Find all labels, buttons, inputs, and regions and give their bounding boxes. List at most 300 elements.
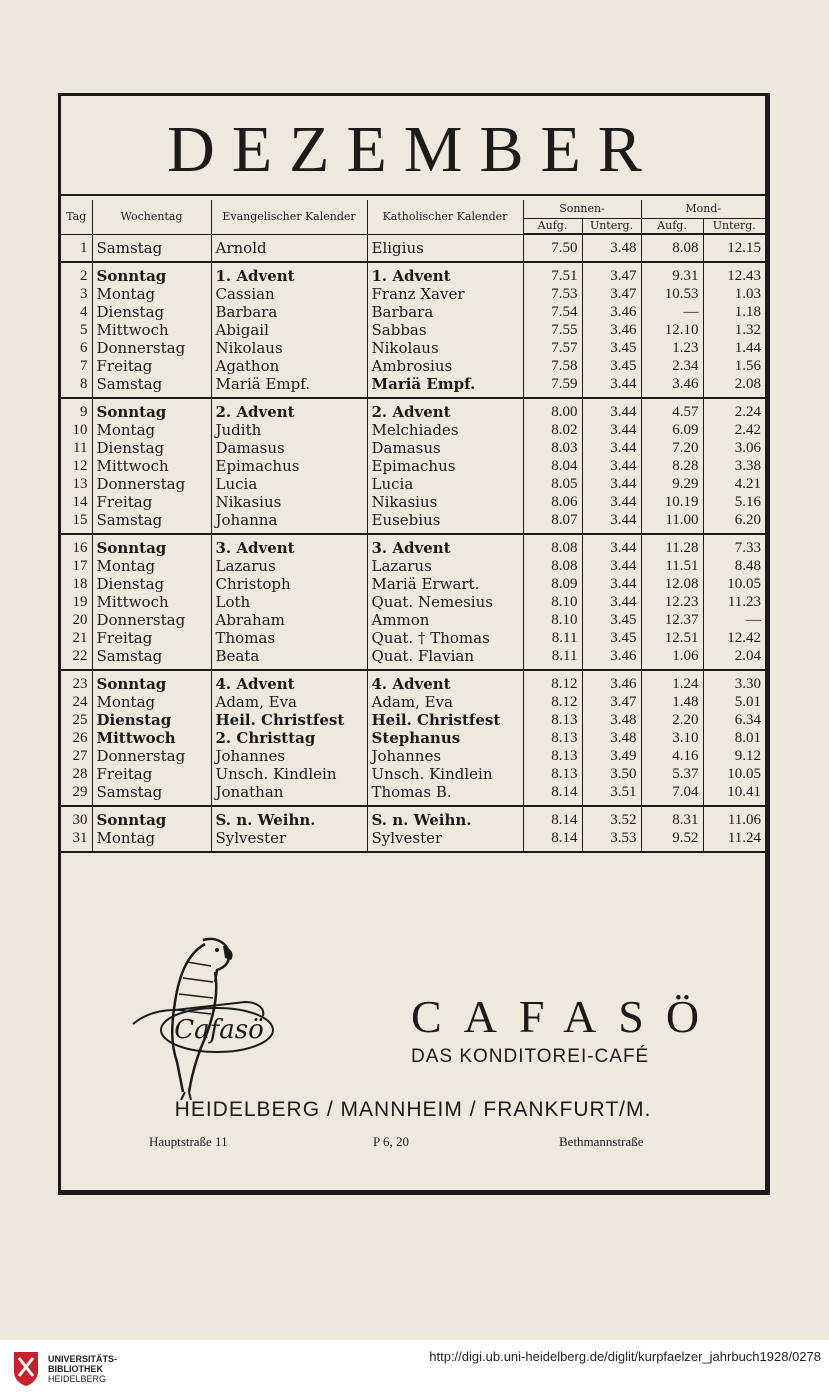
catholic-name: 4. Advent bbox=[367, 670, 523, 693]
brand-subtitle: DAS KONDITOREI-CAFÉ bbox=[411, 1046, 650, 1067]
sunset-time: 3.45 bbox=[582, 611, 641, 629]
catholic-name: Stephanus bbox=[367, 729, 523, 747]
weekday: Montag bbox=[92, 285, 211, 303]
address-frankfurt: Bethmannstraße bbox=[559, 1134, 644, 1149]
moonrise-time: 9.29 bbox=[641, 475, 703, 493]
catholic-name: Ammon bbox=[367, 611, 523, 629]
moonset-time: 3.30 bbox=[734, 676, 762, 692]
sunset-time: 3.47 bbox=[582, 262, 641, 285]
moonset-time: 6.20 bbox=[703, 511, 765, 534]
weekday: Samstag bbox=[92, 783, 211, 806]
day-number: 9 bbox=[61, 398, 92, 421]
moonrise-time: 12.51 bbox=[641, 629, 703, 647]
sunset-time: 3.50 bbox=[582, 765, 641, 783]
header-mond: Mond- bbox=[641, 200, 765, 219]
moonrise-time: 8.31 bbox=[641, 806, 703, 829]
calendar-row bbox=[61, 806, 765, 829]
moonrise-time: 12.08 bbox=[641, 575, 703, 593]
catholic-name: Eusebius bbox=[367, 511, 523, 534]
catholic-name: Quat. Nemesius bbox=[367, 593, 523, 611]
moonset-time: 11.24 bbox=[703, 829, 765, 852]
calendar-row bbox=[61, 375, 765, 398]
day-number: 23 bbox=[61, 670, 92, 693]
moonset-time: 1.32 bbox=[734, 322, 762, 338]
evangelical-name: Nikolaus bbox=[211, 339, 367, 357]
moonset-time: 2.08 bbox=[703, 375, 765, 398]
day-number: 28 bbox=[61, 765, 92, 783]
weekday: Dienstag bbox=[92, 711, 211, 729]
catholic-name: Sylvester bbox=[367, 829, 523, 852]
evangelical-name: Mariä Empf. bbox=[211, 375, 367, 398]
moonset-time: 8.48 bbox=[734, 558, 762, 574]
calendar-row bbox=[61, 670, 765, 693]
sunset-time: 3.52 bbox=[582, 806, 641, 829]
day-number: 11 bbox=[61, 439, 92, 457]
catholic-name: Thomas B. bbox=[367, 783, 523, 806]
weekday: Sonntag bbox=[92, 534, 211, 557]
calendar-row bbox=[61, 629, 765, 647]
moonrise-time: 5.37 bbox=[641, 765, 703, 783]
calendar-row bbox=[61, 493, 765, 511]
evangelical-name: Johanna bbox=[211, 511, 367, 534]
calendar-table bbox=[61, 200, 765, 853]
calendar-row bbox=[61, 421, 765, 439]
calendar-row bbox=[61, 575, 765, 593]
weekday: Donnerstag bbox=[92, 475, 211, 493]
moonset-time: 7.33 bbox=[734, 540, 762, 556]
weekday: Mittwoch bbox=[92, 593, 211, 611]
calendar-row bbox=[61, 729, 765, 747]
catholic-name: Lazarus bbox=[367, 557, 523, 575]
calendar-row bbox=[61, 262, 765, 285]
moonset-time: 2.42 bbox=[734, 422, 762, 438]
moonset-time: 9.12 bbox=[734, 748, 762, 764]
evangelical-name: S. n. Weihn. bbox=[211, 806, 367, 829]
evangelical-name: Arnold bbox=[211, 234, 367, 262]
catholic-name: Adam, Eva bbox=[367, 693, 523, 711]
sunset-time: 3.45 bbox=[582, 339, 641, 357]
weekday: Samstag bbox=[92, 511, 211, 534]
sunrise-time: 8.13 bbox=[523, 711, 582, 729]
day-number: 29 bbox=[61, 783, 92, 806]
calendar-row bbox=[61, 783, 765, 806]
day-number: 26 bbox=[61, 729, 92, 747]
sunset-time: 3.44 bbox=[582, 398, 641, 421]
catholic-name: Quat. Flavian bbox=[367, 647, 523, 670]
weekday: Freitag bbox=[92, 493, 211, 511]
evangelical-name: Jonathan bbox=[211, 783, 367, 806]
weekday: Sonntag bbox=[92, 670, 211, 693]
weekday: Samstag bbox=[92, 234, 211, 262]
day-number: 24 bbox=[61, 693, 92, 711]
evangelical-name: Epimachus bbox=[211, 457, 367, 475]
weekday: Montag bbox=[92, 421, 211, 439]
sunset-time: 3.44 bbox=[582, 475, 641, 493]
sunrise-time: 8.07 bbox=[523, 511, 582, 534]
sunset-time: 3.44 bbox=[582, 439, 641, 457]
moonrise-time: 12.23 bbox=[641, 593, 703, 611]
catholic-name: Lucia bbox=[367, 475, 523, 493]
cafaso-advertisement bbox=[61, 906, 765, 1190]
catholic-name: S. n. Weihn. bbox=[367, 806, 523, 829]
evangelical-name: Lazarus bbox=[211, 557, 367, 575]
evangelical-name: Thomas bbox=[211, 629, 367, 647]
sunrise-time: 8.10 bbox=[523, 593, 582, 611]
moonrise-time: 4.16 bbox=[641, 747, 703, 765]
sunset-time: 3.46 bbox=[582, 647, 641, 670]
title-divider bbox=[61, 194, 765, 196]
moonset-time: 1.18 bbox=[734, 304, 762, 320]
moonset-time: 8.01 bbox=[734, 730, 762, 746]
sunset-time: 3.47 bbox=[582, 693, 641, 711]
header-wochentag: Wochentag bbox=[92, 200, 211, 234]
sunset-time: 3.48 bbox=[582, 729, 641, 747]
calendar-row bbox=[61, 303, 765, 321]
calendar-row bbox=[61, 285, 765, 303]
evangelical-name: Adam, Eva bbox=[211, 693, 367, 711]
library-footer bbox=[0, 1340, 829, 1398]
calendar-row bbox=[61, 339, 765, 357]
moonrise-time: 12.10 bbox=[641, 321, 703, 339]
catholic-name: Franz Xaver bbox=[367, 285, 523, 303]
evangelical-name: Beata bbox=[211, 647, 367, 670]
catholic-name: Barbara bbox=[367, 303, 523, 321]
sunset-time: 3.46 bbox=[582, 321, 641, 339]
moonrise-time: 7.04 bbox=[641, 783, 703, 806]
sunrise-time: 8.11 bbox=[523, 629, 582, 647]
moonset-time: 1.44 bbox=[734, 340, 762, 356]
moonrise-time: 4.57 bbox=[641, 398, 703, 421]
header-sonnen: Sonnen- bbox=[523, 200, 641, 219]
sunset-time: 3.44 bbox=[582, 375, 641, 398]
sunrise-time: 7.57 bbox=[523, 339, 582, 357]
moonrise-time: 11.51 bbox=[641, 557, 703, 575]
sunset-time: 3.53 bbox=[582, 829, 641, 852]
calendar-row bbox=[61, 398, 765, 421]
sunrise-time: 8.10 bbox=[523, 611, 582, 629]
evangelical-name: Unsch. Kindlein bbox=[211, 765, 367, 783]
day-number: 16 bbox=[61, 534, 92, 557]
catholic-name: Johannes bbox=[367, 747, 523, 765]
weekday: Sonntag bbox=[92, 806, 211, 829]
sunset-time: 3.46 bbox=[582, 303, 641, 321]
brand-name: CAFASÖ bbox=[411, 991, 722, 1042]
day-number: 27 bbox=[61, 747, 92, 765]
calendar-row bbox=[61, 747, 765, 765]
calendar-row bbox=[61, 765, 765, 783]
day-number: 14 bbox=[61, 493, 92, 511]
day-number: 31 bbox=[61, 829, 92, 852]
day-number: 10 bbox=[61, 421, 92, 439]
weekday: Mittwoch bbox=[92, 729, 211, 747]
moonrise-time: 1.24 bbox=[641, 670, 703, 693]
catholic-name: Epimachus bbox=[367, 457, 523, 475]
sunrise-time: 7.54 bbox=[523, 303, 582, 321]
moonset-time: 5.01 bbox=[734, 694, 762, 710]
evangelical-name: Barbara bbox=[211, 303, 367, 321]
header-moon-unterg: Unterg. bbox=[703, 219, 765, 235]
evangelical-name: Christoph bbox=[211, 575, 367, 593]
sunset-time: 3.48 bbox=[582, 711, 641, 729]
weekday: Mittwoch bbox=[92, 457, 211, 475]
weekday: Samstag bbox=[92, 647, 211, 670]
sunset-time: 3.44 bbox=[582, 557, 641, 575]
catholic-name: Heil. Christfest bbox=[367, 711, 523, 729]
evangelical-name: Abraham bbox=[211, 611, 367, 629]
evangelical-name: Abigail bbox=[211, 321, 367, 339]
header-tag: Tag bbox=[61, 200, 92, 234]
day-number: 22 bbox=[61, 647, 92, 670]
catholic-name: 3. Advent bbox=[367, 534, 523, 557]
month-title: DEZEMBER bbox=[167, 113, 659, 186]
sunset-time: 3.48 bbox=[582, 234, 641, 262]
sunrise-time: 8.08 bbox=[523, 534, 582, 557]
moonrise-time: 10.53 bbox=[641, 285, 703, 303]
calendar-row bbox=[61, 693, 765, 711]
library-logo-icon bbox=[10, 1348, 42, 1388]
sunrise-time: 8.14 bbox=[523, 829, 582, 852]
header-katholisch: Katholischer Kalender bbox=[367, 200, 523, 234]
calendar-row bbox=[61, 647, 765, 670]
sunrise-time: 8.04 bbox=[523, 457, 582, 475]
sunrise-time: 7.51 bbox=[523, 262, 582, 285]
day-number: 8 bbox=[61, 375, 92, 398]
calendar-row bbox=[61, 357, 765, 375]
calendar-row bbox=[61, 534, 765, 557]
parrot-logo-icon bbox=[125, 932, 275, 1100]
moonrise-time: 3.10 bbox=[641, 729, 703, 747]
catholic-name: Nikolaus bbox=[367, 339, 523, 357]
weekday: Samstag bbox=[92, 375, 211, 398]
moonrise-time: 9.31 bbox=[641, 262, 703, 285]
day-number: 1 bbox=[61, 234, 92, 262]
sunrise-time: 7.55 bbox=[523, 321, 582, 339]
moonset-time: 10.05 bbox=[727, 766, 762, 782]
calendar-body bbox=[61, 234, 765, 852]
sunset-time: 3.44 bbox=[582, 534, 641, 557]
weekday: Montag bbox=[92, 557, 211, 575]
moonrise-time: 2.34 bbox=[641, 357, 703, 375]
day-number: 5 bbox=[61, 321, 92, 339]
evangelical-name: Judith bbox=[211, 421, 367, 439]
sunset-time: 3.47 bbox=[582, 285, 641, 303]
day-number: 20 bbox=[61, 611, 92, 629]
catholic-name: Quat. † Thomas bbox=[367, 629, 523, 647]
sunset-time: 3.45 bbox=[582, 629, 641, 647]
moonrise-time: 8.28 bbox=[641, 457, 703, 475]
day-number: 12 bbox=[61, 457, 92, 475]
weekday: Dienstag bbox=[92, 575, 211, 593]
sunrise-time: 8.12 bbox=[523, 670, 582, 693]
moonset-time: 12.43 bbox=[727, 268, 762, 284]
sunrise-time: 8.11 bbox=[523, 647, 582, 670]
evangelical-name: Heil. Christfest bbox=[211, 711, 367, 729]
address-heidelberg: Hauptstraße 11 bbox=[149, 1134, 228, 1149]
sunset-time: 3.44 bbox=[582, 575, 641, 593]
evangelical-name: 1. Advent bbox=[211, 262, 367, 285]
evangelical-name: 3. Advent bbox=[211, 534, 367, 557]
sunrise-time: 7.53 bbox=[523, 285, 582, 303]
day-number: 18 bbox=[61, 575, 92, 593]
evangelical-name: Agathon bbox=[211, 357, 367, 375]
calendar-row bbox=[61, 511, 765, 534]
evangelical-name: Damasus bbox=[211, 439, 367, 457]
sunset-time: 3.45 bbox=[582, 357, 641, 375]
day-number: 25 bbox=[61, 711, 92, 729]
day-number: 6 bbox=[61, 339, 92, 357]
moonrise-time: 10.19 bbox=[641, 493, 703, 511]
moonrise-time: 6.09 bbox=[641, 421, 703, 439]
calendar-row bbox=[61, 321, 765, 339]
catholic-name: Ambrosius bbox=[367, 357, 523, 375]
sunrise-time: 8.13 bbox=[523, 747, 582, 765]
moonset-time: 4.21 bbox=[734, 476, 762, 492]
moonrise-time: 1.06 bbox=[641, 647, 703, 670]
day-number: 3 bbox=[61, 285, 92, 303]
weekday: Dienstag bbox=[92, 439, 211, 457]
day-number: 19 bbox=[61, 593, 92, 611]
moonrise-time: — bbox=[641, 303, 703, 321]
weekday: Montag bbox=[92, 693, 211, 711]
calendar-row bbox=[61, 829, 765, 852]
moonrise-time: 2.20 bbox=[641, 711, 703, 729]
sunset-time: 3.44 bbox=[582, 421, 641, 439]
sunrise-time: 7.59 bbox=[523, 375, 582, 398]
calendar-row bbox=[61, 439, 765, 457]
moonrise-time: 3.46 bbox=[641, 375, 703, 398]
calendar-row bbox=[61, 557, 765, 575]
moonset-time: 1.56 bbox=[734, 358, 762, 374]
moonrise-time: 9.52 bbox=[641, 829, 703, 852]
weekday: Donnerstag bbox=[92, 339, 211, 357]
sunrise-time: 8.14 bbox=[523, 783, 582, 806]
evangelical-name: Lucia bbox=[211, 475, 367, 493]
weekday: Donnerstag bbox=[92, 611, 211, 629]
weekday: Freitag bbox=[92, 357, 211, 375]
calendar-row bbox=[61, 234, 765, 262]
weekday: Dienstag bbox=[92, 303, 211, 321]
sunrise-time: 8.09 bbox=[523, 575, 582, 593]
evangelical-name: Cassian bbox=[211, 285, 367, 303]
weekday: Sonntag bbox=[92, 398, 211, 421]
calendar-row bbox=[61, 611, 765, 629]
catholic-name: Mariä Empf. bbox=[367, 375, 523, 398]
weekday: Freitag bbox=[92, 765, 211, 783]
sunrise-time: 8.13 bbox=[523, 729, 582, 747]
moonset-time: 3.38 bbox=[734, 458, 762, 474]
moonrise-time: 1.23 bbox=[641, 339, 703, 357]
evangelical-name: Loth bbox=[211, 593, 367, 611]
day-number: 17 bbox=[61, 557, 92, 575]
day-number: 13 bbox=[61, 475, 92, 493]
evangelical-name: Sylvester bbox=[211, 829, 367, 852]
calendar-row bbox=[61, 457, 765, 475]
address-mannheim: P 6, 20 bbox=[373, 1134, 409, 1149]
sunset-time: 3.44 bbox=[582, 493, 641, 511]
sunrise-time: 8.08 bbox=[523, 557, 582, 575]
moonset-time: 1.03 bbox=[734, 286, 762, 302]
calendar-frame bbox=[58, 93, 770, 1195]
sunrise-time: 8.12 bbox=[523, 693, 582, 711]
sunrise-time: 8.13 bbox=[523, 765, 582, 783]
sunset-time: 3.46 bbox=[582, 670, 641, 693]
sunset-time: 3.44 bbox=[582, 511, 641, 534]
catholic-name: Unsch. Kindlein bbox=[367, 765, 523, 783]
moonset-time: 2.24 bbox=[734, 404, 762, 420]
catholic-name: Damasus bbox=[367, 439, 523, 457]
moonset-time: 6.34 bbox=[734, 712, 762, 728]
moonrise-time: 1.48 bbox=[641, 693, 703, 711]
day-number: 30 bbox=[61, 806, 92, 829]
header-sun-unterg: Unterg. bbox=[582, 219, 641, 235]
catholic-name: 2. Advent bbox=[367, 398, 523, 421]
moonset-time: 12.15 bbox=[703, 234, 765, 262]
evangelical-name: 2. Advent bbox=[211, 398, 367, 421]
day-number: 21 bbox=[61, 629, 92, 647]
catholic-name: Nikasius bbox=[367, 493, 523, 511]
evangelical-name: Johannes bbox=[211, 747, 367, 765]
sunrise-time: 8.00 bbox=[523, 398, 582, 421]
sunrise-time: 8.02 bbox=[523, 421, 582, 439]
catholic-name: Melchiades bbox=[367, 421, 523, 439]
day-number: 15 bbox=[61, 511, 92, 534]
catholic-name: Sabbas bbox=[367, 321, 523, 339]
moonrise-time: 11.00 bbox=[641, 511, 703, 534]
day-number: 4 bbox=[61, 303, 92, 321]
moonrise-time: 11.28 bbox=[641, 534, 703, 557]
catholic-name: Eligius bbox=[367, 234, 523, 262]
moonrise-time: 8.08 bbox=[641, 234, 703, 262]
weekday: Mittwoch bbox=[92, 321, 211, 339]
evangelical-name: Nikasius bbox=[211, 493, 367, 511]
moonrise-time: 7.20 bbox=[641, 439, 703, 457]
sunset-time: 3.44 bbox=[582, 457, 641, 475]
moonset-time: 10.05 bbox=[727, 576, 762, 592]
sunrise-time: 7.58 bbox=[523, 357, 582, 375]
weekday: Donnerstag bbox=[92, 747, 211, 765]
sunrise-time: 8.14 bbox=[523, 806, 582, 829]
cities-line: HEIDELBERG / MANNHEIM / FRANKFURT/M. bbox=[174, 1098, 652, 1121]
weekday: Freitag bbox=[92, 629, 211, 647]
evangelical-name: 2. Christtag bbox=[211, 729, 367, 747]
weekday: Sonntag bbox=[92, 262, 211, 285]
sunrise-time: 7.50 bbox=[523, 234, 582, 262]
sunrise-time: 8.06 bbox=[523, 493, 582, 511]
logo-script-text: Cafasö bbox=[174, 1015, 264, 1045]
sunset-time: 3.44 bbox=[582, 593, 641, 611]
calendar-row bbox=[61, 475, 765, 493]
calendar-header bbox=[61, 200, 765, 234]
moonset-time: — bbox=[746, 612, 762, 628]
moonset-time: 3.06 bbox=[734, 440, 762, 456]
moonset-time: 11.06 bbox=[727, 812, 762, 828]
header-sun-aufg: Aufg. bbox=[523, 219, 582, 235]
sunrise-time: 8.05 bbox=[523, 475, 582, 493]
weekday: Montag bbox=[92, 829, 211, 852]
evangelical-name: 4. Advent bbox=[211, 670, 367, 693]
source-url-link[interactable]: http://digi.ub.uni-heidelberg.de/diglit/kurpfaelzer_jahrbuch1928/0278 bbox=[429, 1349, 821, 1364]
header-moon-aufg: Aufg. bbox=[641, 219, 703, 235]
calendar-row bbox=[61, 711, 765, 729]
moonset-time: 11.23 bbox=[727, 594, 762, 610]
catholic-name: Mariä Erwart. bbox=[367, 575, 523, 593]
header-evangelisch: Evangelischer Kalender bbox=[211, 200, 367, 234]
day-number: 7 bbox=[61, 357, 92, 375]
library-name: UNIVERSITÄTS- BIBLIOTHEK HEIDELBERG bbox=[48, 1354, 118, 1384]
sunset-time: 3.49 bbox=[582, 747, 641, 765]
sunset-time: 3.51 bbox=[582, 783, 641, 806]
moonset-time: 2.04 bbox=[703, 647, 765, 670]
